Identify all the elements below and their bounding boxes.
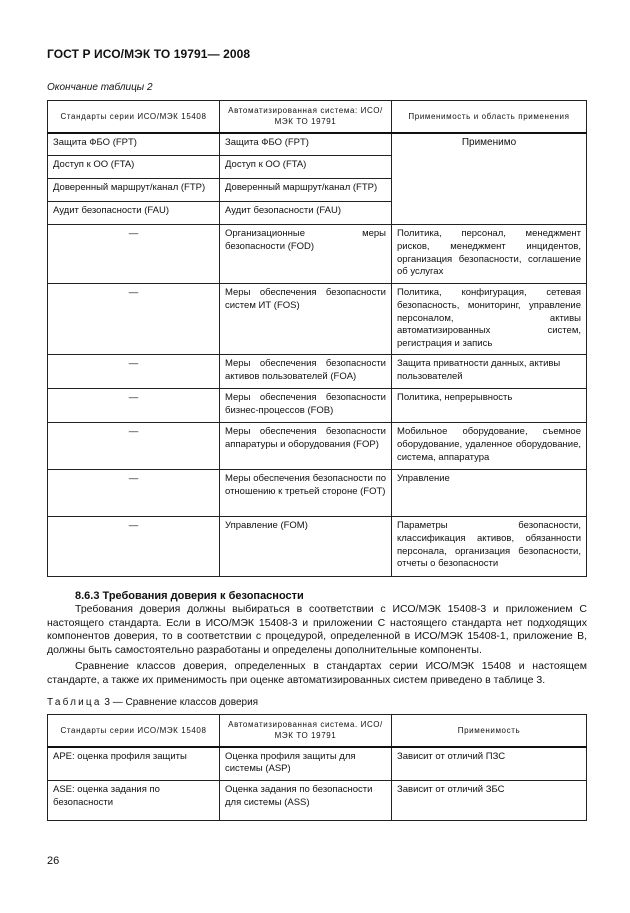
cell-iso: — (48, 354, 220, 388)
cell-system: Управление (FOM) (220, 516, 392, 576)
col-header-applicability: Применимость и область применения (392, 101, 587, 133)
cell-system: Доверенный маршрут/канал (FTP) (220, 179, 392, 202)
cell-applicability: Мобильное оборудование, съемное оборудование, удаленное оборудование, система, аппаратура (392, 422, 587, 469)
paragraph: Требования доверия должны выбираться в соответствии с ИСО/МЭК 15408-3 и приложением С настоящего стандарта. Если в ИСО/МЭК 15408-3 и приложении С настоящего стандарта нет подходящих компонентов доверия, то в соответствии с процедурой, определенной в ИСО/МЭК 15408-1, приложение В, должны быть самостоятельно разработаны и определены дополнительные компоненты. (47, 603, 587, 656)
table-row (48, 388, 587, 422)
cell-iso: — (48, 284, 220, 355)
cell-system: Оценка профиля защиты для системы (ASP) (220, 747, 392, 781)
cell-iso: Аудит безопасности (FAU) (48, 202, 220, 225)
cell-system: Меры обеспечения безопасности бизнес-процессов (FOB) (220, 388, 392, 422)
cell-iso: ASE: оценка задания по безопасности (48, 781, 220, 821)
cell-system: Защита ФБО (FPT) (220, 133, 392, 156)
table-row (48, 781, 587, 821)
table3-caption-text: 3 — Сравнение классов доверия (104, 697, 259, 708)
cell-iso: Доверенный маршрут/канал (FTP) (48, 179, 220, 202)
table-row (48, 133, 587, 156)
cell-iso: — (48, 516, 220, 576)
table-2 (47, 100, 587, 577)
table-header-row (48, 101, 587, 133)
cell-iso: — (48, 422, 220, 469)
cell-iso: APE: оценка профиля защиты (48, 747, 220, 781)
cell-iso: — (48, 388, 220, 422)
cell-system: Меры обеспечения безопасности аппаратуры и оборудования (FOP) (220, 422, 392, 469)
cell-system: Организационные меры безопасности (FOD) (220, 225, 392, 284)
table-row (48, 469, 587, 516)
cell-applicability-merged: Применимо (392, 133, 587, 225)
table-row (48, 747, 587, 781)
cell-system: Оценка задания по безопасности для системы (ASS) (220, 781, 392, 821)
cell-iso: — (48, 225, 220, 284)
cell-applicability: Политика, конфигурация, сетевая безопасность, мониторинг, управление персоналом, активы автоматизированных систем, регистрация и запись (392, 284, 587, 355)
table-row (48, 516, 587, 576)
paragraph: Сравнение классов доверия, определенных в стандартах серии ИСО/МЭК 15408 и настоящем стандарте, а также их применимость при оценке автоматизированных систем приведено в таблице 3. (47, 660, 587, 686)
cell-iso: Доступ к ОО (FTA) (48, 156, 220, 179)
col-header-automated-system: Автоматизированная система. ИСО/МЭК ТО 19791 (220, 715, 392, 747)
table-row (48, 225, 587, 284)
cell-applicability: Параметры безопасности, классификация активов, обязанности персонала, организация безопасности, отчеты о безопасности (392, 516, 587, 576)
cell-system: Меры обеспечения безопасности по отношению к третьей стороне (FOT) (220, 469, 392, 516)
cell-applicability: Политика, непрерывность (392, 388, 587, 422)
table-3 (47, 714, 587, 821)
cell-iso: — (48, 469, 220, 516)
col-header-iso15408: Стандарты серии ИСО/МЭК 15408 (48, 101, 220, 133)
table3-caption-prefix: Таблица (47, 697, 102, 708)
cell-iso: Защита ФБО (FPT) (48, 133, 220, 156)
table3-caption (47, 697, 258, 708)
table-row (48, 354, 587, 388)
cell-applicability: Зависит от отличий ЗБС (392, 781, 587, 821)
cell-applicability: Управление (392, 469, 587, 516)
table-row (48, 422, 587, 469)
table2-caption: Окончание таблицы 2 (47, 82, 153, 93)
cell-system: Аудит безопасности (FAU) (220, 202, 392, 225)
document-header: ГОСТ Р ИСО/МЭК ТО 19791— 2008 (47, 47, 251, 61)
cell-applicability: Защита приватности данных, активы пользователей (392, 354, 587, 388)
cell-system: Меры обеспечения безопасности активов пользователей (FOA) (220, 354, 392, 388)
table-row (48, 284, 587, 355)
cell-applicability: Зависит от отличий ПЗС (392, 747, 587, 781)
col-header-automated-system: Автоматизированная система: ИСО/МЭК ТО 19791 (220, 101, 392, 133)
page-number: 26 (47, 855, 60, 867)
table-header-row (48, 715, 587, 747)
cell-applicability: Политика, персонал, менеджмент рисков, менеджмент инцидентов, организация безопасности, соглашение об услугах (392, 225, 587, 284)
cell-system: Доступ к ОО (FTA) (220, 156, 392, 179)
section-heading: 8.6.3 Требования доверия к безопасности (75, 590, 304, 602)
cell-system: Меры обеспечения безопасности систем ИТ (FOS) (220, 284, 392, 355)
col-header-iso15408: Стандарты серии ИСО/МЭК 15408 (48, 715, 220, 747)
col-header-applicability: Применимость (392, 715, 587, 747)
